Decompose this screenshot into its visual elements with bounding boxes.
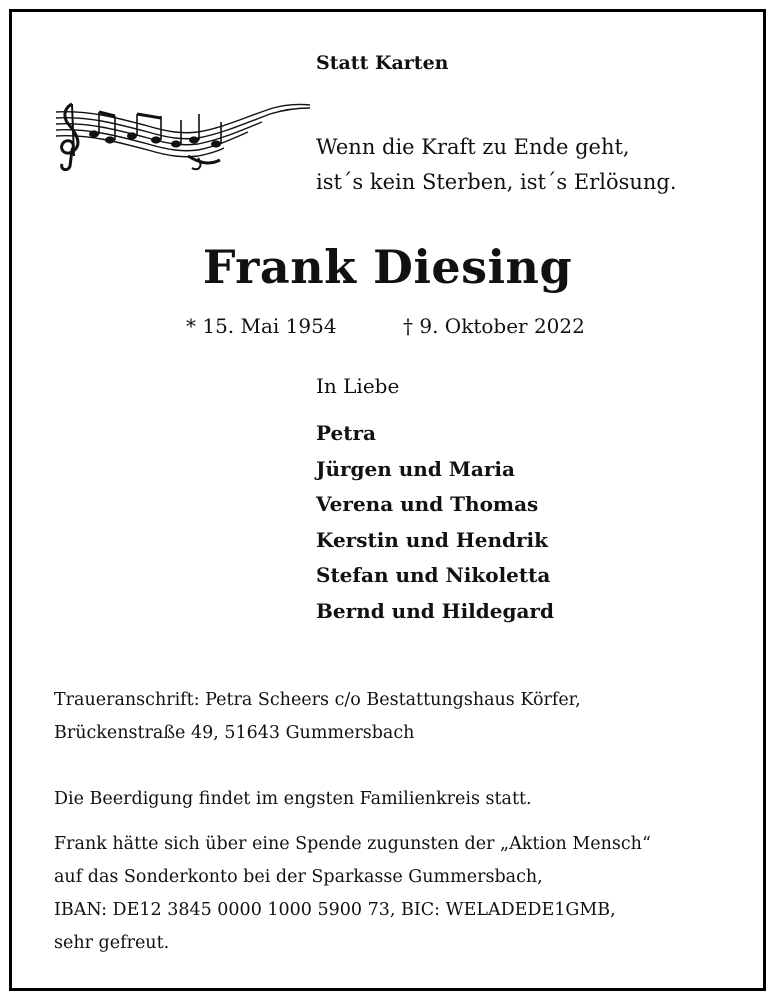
quote-line: ist´s kein Sterben, ist´s Erlösung. — [316, 170, 677, 194]
mourning-address — [54, 684, 581, 750]
mourner-name: Bernd und Hildegard — [316, 598, 554, 623]
address-line: Brückenstraße 49, 51643 Gummersbach — [54, 723, 415, 743]
address-line: Traueranschrift: Petra Scheers c/o Bestattungshaus Körfer, — [54, 690, 581, 710]
donation-line: auf das Sonderkonto bei der Sparkasse Gummersbach, — [54, 867, 543, 887]
music-notes-icon — [48, 96, 313, 176]
funeral-note: Die Beerdigung findet im engsten Familienkreis statt. — [54, 789, 532, 809]
donation-note — [54, 828, 651, 960]
birth-date: * 15. Mai 1954 — [186, 314, 337, 338]
quote — [316, 130, 677, 200]
deceased-name: Frank Diesing — [202, 240, 573, 294]
donation-line: sehr gefreut. — [54, 933, 170, 953]
quote-line: Wenn die Kraft zu Ende geht, — [316, 135, 630, 159]
in-liebe-label: In Liebe — [316, 374, 400, 398]
mourner-name: Verena und Thomas — [316, 492, 539, 516]
donation-line: IBAN: DE12 3845 0000 1000 5900 73, BIC: WELADEDE1GMB, — [54, 900, 616, 920]
mourner-name: Petra — [316, 421, 376, 445]
death-date: † 9. Oktober 2022 — [403, 314, 585, 338]
mourner-name: Jürgen und Maria — [316, 456, 515, 481]
donation-line: Frank hätte sich über eine Spende zugunsten der „Aktion Mensch“ — [54, 834, 651, 854]
mourner-name: Stefan und Nikoletta — [316, 563, 551, 587]
mourner-name: Kerstin und Hendrik — [316, 527, 548, 552]
statt-karten-label: Statt Karten — [316, 52, 449, 74]
mourner-list — [316, 416, 554, 629]
